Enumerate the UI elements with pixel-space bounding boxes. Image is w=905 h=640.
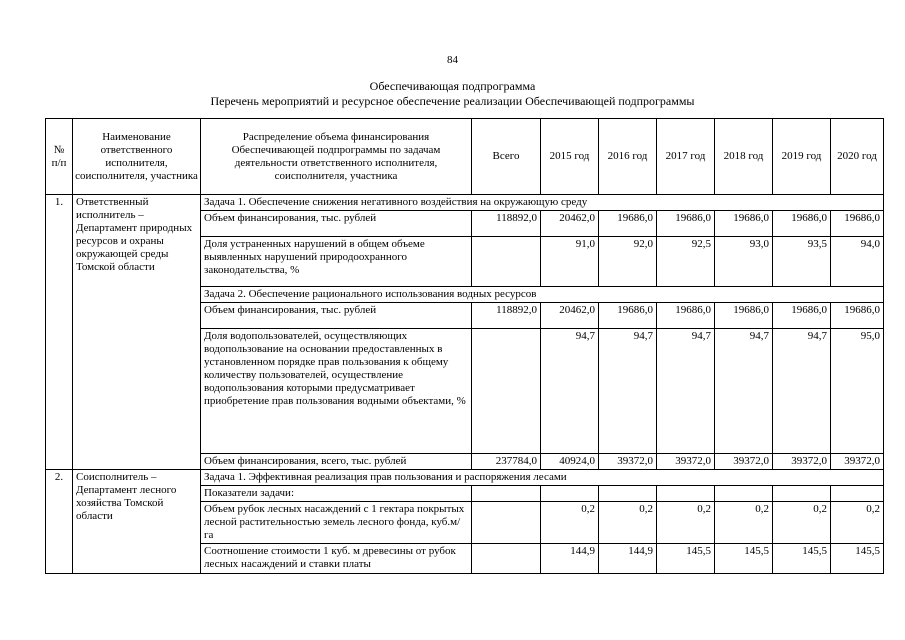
cell-2018: 39372,0 — [715, 454, 773, 470]
row-label: Объем финансирования, тыс. рублей — [201, 303, 472, 329]
cell-2018: 19686,0 — [715, 303, 773, 329]
document-subtitle: Перечень мероприятий и ресурсное обеспечение реализации Обеспечивающей подпрограммы — [210, 94, 695, 108]
row-label: Объем финансирования, всего, тыс. рублей — [201, 454, 472, 470]
section1-task1: Задача 1. Обеспечение снижения негативного воздействия на окружающую среду — [201, 195, 884, 211]
cell-2015: 20462,0 — [541, 211, 599, 237]
cell-2020: 0,2 — [831, 502, 884, 544]
cell-2016: 19686,0 — [599, 303, 657, 329]
header-2018: 2018 год — [715, 119, 773, 195]
section2-task1: Задача 1. Эффективная реализация прав пользования и распоряжения лесами — [201, 470, 884, 486]
cell-2015: 0,2 — [541, 502, 599, 544]
cell-2018: 93,0 — [715, 237, 773, 287]
row-label: Соотношение стоимости 1 куб. м древесины от рубок лесных насаждений и ставки платы — [201, 544, 472, 574]
cell-2016: 19686,0 — [599, 211, 657, 237]
cell-2019: 94,7 — [773, 329, 831, 454]
row-label: Доля водопользователей, осуществляющих водопользование на основании предоставленных в установленном порядке прав пользования к общему количеству пользователей, осуществление водопользования которыми предусматривает приобретение прав пользования водными объектами, % — [201, 329, 472, 454]
row-label: Доля устраненных нарушений в общем объеме выявленных нарушений природоохранного законодательства, % — [201, 237, 472, 287]
header-distribution: Распределение объема финансирования Обеспечивающей подпрограммы по задачам деятельности ответственного исполнителя, соисполнителя, участника — [201, 119, 472, 195]
cell-2015: 94,7 — [541, 329, 599, 454]
document-title: Обеспечивающая подпрограмма — [369, 79, 536, 93]
cell-2015: 144,9 — [541, 544, 599, 574]
cell-2018: 0,2 — [715, 502, 773, 544]
cell-2020: 19686,0 — [831, 211, 884, 237]
header-2020: 2020 год — [831, 119, 884, 195]
header-2015: 2015 год — [541, 119, 599, 195]
header-2019: 2019 год — [773, 119, 831, 195]
cell-2019: 19686,0 — [773, 211, 831, 237]
header-total: Всего — [472, 119, 541, 195]
header-executor: Наименование ответственного исполнителя, соисполнителя, участника — [73, 119, 201, 195]
cell-2020: 39372,0 — [831, 454, 884, 470]
cell-2018: 94,7 — [715, 329, 773, 454]
cell-2017: 92,5 — [657, 237, 715, 287]
cell-2017: 94,7 — [657, 329, 715, 454]
table-row — [46, 470, 884, 486]
cell-2020: 145,5 — [831, 544, 884, 574]
cell-2016: 92,0 — [599, 237, 657, 287]
cell-total: 118892,0 — [472, 303, 541, 329]
cell-2019: 19686,0 — [773, 303, 831, 329]
cell-2019: 145,5 — [773, 544, 831, 574]
table-header-row — [46, 119, 884, 195]
section2-indicators: Показатели задачи: — [201, 486, 472, 502]
section2-num: 2. — [46, 470, 73, 574]
cell-total — [472, 329, 541, 454]
cell-2015: 91,0 — [541, 237, 599, 287]
page-number: 84 — [447, 54, 458, 66]
cell-2017: 145,5 — [657, 544, 715, 574]
section2-executor: Соисполнитель – Департамент лесного хозяйства Томской области — [73, 470, 201, 574]
header-2016: 2016 год — [599, 119, 657, 195]
cell-total: 118892,0 — [472, 211, 541, 237]
cell-2015: 20462,0 — [541, 303, 599, 329]
cell-2018: 145,5 — [715, 544, 773, 574]
cell-2017: 19686,0 — [657, 303, 715, 329]
cell-total — [472, 237, 541, 287]
cell-total — [472, 544, 541, 574]
row-label: Объем финансирования, тыс. рублей — [201, 211, 472, 237]
cell-2018: 19686,0 — [715, 211, 773, 237]
cell-2016: 144,9 — [599, 544, 657, 574]
cell-2016: 0,2 — [599, 502, 657, 544]
cell-2017: 19686,0 — [657, 211, 715, 237]
cell-2020: 19686,0 — [831, 303, 884, 329]
cell-total — [472, 502, 541, 544]
header-num: № п/п — [46, 119, 73, 195]
cell-total: 237784,0 — [472, 454, 541, 470]
cell-2016: 39372,0 — [599, 454, 657, 470]
row-label: Объем рубок лесных насаждений с 1 гектара покрытых лесной растительностью земель лесного фонда, куб.м/га — [201, 502, 472, 544]
cell-2019: 93,5 — [773, 237, 831, 287]
cell-2017: 39372,0 — [657, 454, 715, 470]
header-2017: 2017 год — [657, 119, 715, 195]
funding-table — [45, 118, 884, 574]
cell-2016: 94,7 — [599, 329, 657, 454]
cell-2020: 94,0 — [831, 237, 884, 287]
cell-2019: 0,2 — [773, 502, 831, 544]
section1-num: 1. — [46, 195, 73, 470]
cell-2020: 95,0 — [831, 329, 884, 454]
section1-task2: Задача 2. Обеспечение рационального использования водных ресурсов — [201, 287, 884, 303]
cell-2019: 39372,0 — [773, 454, 831, 470]
table-row — [46, 195, 884, 211]
cell-2017: 0,2 — [657, 502, 715, 544]
section1-executor: Ответственный исполнитель – Департамент природных ресурсов и охраны окружающей среды Томской области — [73, 195, 201, 470]
cell-2015: 40924,0 — [541, 454, 599, 470]
